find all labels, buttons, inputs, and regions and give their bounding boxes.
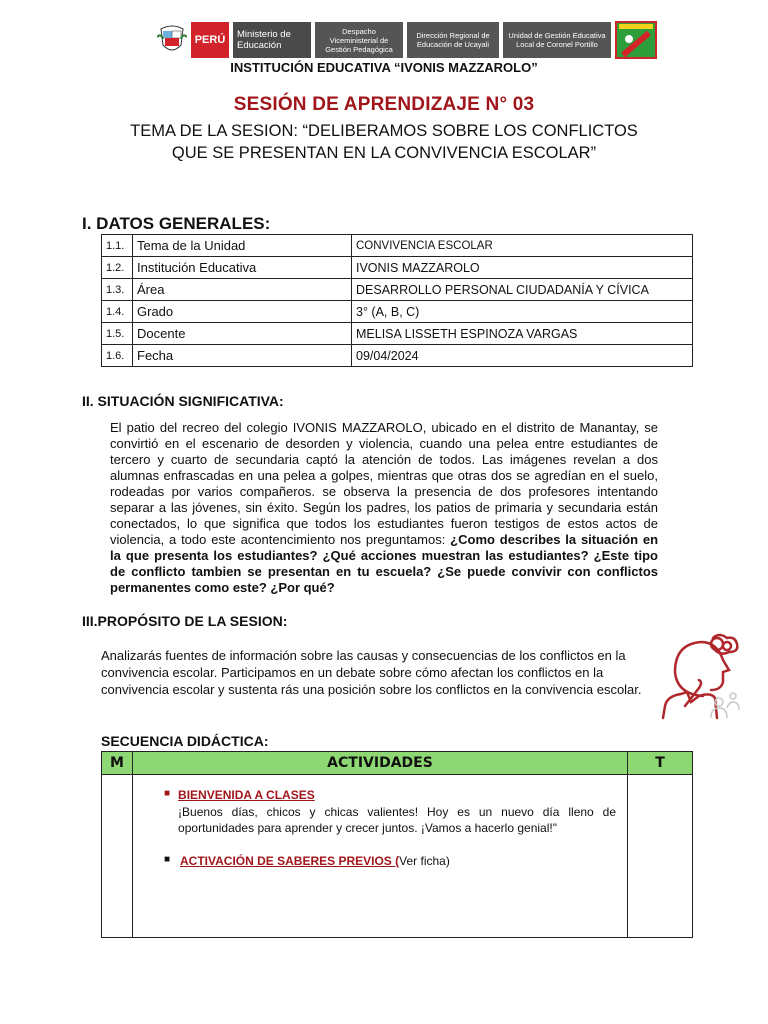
topic-line-2: QUE SE PRESENTAN EN LA CONVIVENCIA ESCOLAR”: [171, 144, 597, 162]
proposito-heading: III.PROPÓSITO DE LA SESION:: [82, 613, 288, 629]
table-row: [102, 301, 693, 323]
t-cell: [628, 775, 693, 938]
activities-cell: [133, 775, 628, 938]
ugel-logo: Unidad de Gestión Educativa Local de Coronel Portillo: [503, 22, 611, 58]
proposito-text: Analizarás fuentes de información sobre las causas y consecuencias de los conflictos en la convivencia escolar. Participamos en un debate sobre cómo afectan los conflictos en la convivencia escolar y sustenta rás una posición sobre los conflictos en la convivencia escolar.: [101, 648, 642, 697]
table-row: [102, 345, 693, 367]
row-label: Fecha: [133, 345, 352, 367]
coat-of-arms-icon: [157, 23, 187, 57]
row-value: 09/04/2024: [352, 345, 693, 367]
row-number: 1.4.: [102, 301, 133, 323]
session-title: SESIÓN DE APRENDIZAJE N° 03: [233, 94, 535, 115]
row-number: 1.6.: [102, 345, 133, 367]
row-label: Área: [133, 279, 352, 301]
row-value: MELISA LISSETH ESPINOZA VARGAS: [352, 323, 693, 345]
list-item: [164, 788, 616, 836]
activacion-note: Ver ficha): [399, 854, 450, 868]
thinking-person-icon: [655, 632, 745, 722]
peru-logo: PERÚ: [191, 22, 229, 58]
table-row: [102, 235, 693, 257]
activacion-title: ACTIVACIÓN DE SABERES PREVIOS (: [180, 854, 400, 868]
row-value: CONVIVENCIA ESCOLAR: [352, 235, 693, 257]
row-number: 1.5.: [102, 323, 133, 345]
table-row: [102, 323, 693, 345]
institution-name: INSTITUCIÓN EDUCATIVA “IVONIS MAZZAROLO”: [230, 60, 538, 75]
col-t-header: T: [628, 752, 693, 775]
row-value: 3° (A, B, C): [352, 301, 693, 323]
row-label: Institución Educativa: [133, 257, 352, 279]
ministerio-logo: Ministerio de Educación: [233, 22, 311, 58]
row-number: 1.3.: [102, 279, 133, 301]
secuencia-table: [101, 751, 693, 938]
row-number: 1.1.: [102, 235, 133, 257]
situacion-heading: II. SITUACIÓN SIGNIFICATIVA:: [82, 393, 284, 409]
datos-heading: I. DATOS GENERALES:: [82, 214, 271, 233]
despacho-logo: Despacho Viceministerial de Gestión Pedagógica: [315, 22, 403, 58]
row-label: Tema de la Unidad: [133, 235, 352, 257]
situacion-questions: ¿Como describes la situación en la que presenta los estudiantes? ¿Qué acciones muestran las estudiantes? ¿Este tipo de conflicto tambien se presentan en tu escuela? ¿Se puede convivir con conflictos permanentes como este? ¿Por qué?: [110, 532, 659, 595]
header-logos: [157, 20, 702, 60]
direccion-logo: Dirección Regional de Educación de Ucayali: [407, 22, 499, 58]
secuencia-heading: SECUENCIA DIDÁCTICA:: [101, 733, 269, 749]
m-cell: [102, 775, 133, 938]
col-m-header: M: [102, 752, 133, 775]
session-topic: [0, 120, 768, 164]
topic-line-1: TEMA DE LA SESION: “DELIBERAMOS SOBRE LOS CONFLICTOS: [130, 122, 638, 140]
row-number: 1.2.: [102, 257, 133, 279]
square-bullet-icon: ■: [164, 788, 171, 799]
bienvenida-text: ¡Buenos días, chicos y chicas valientes! Hoy es un nuevo día lleno de oportunidades para aprender y crecer juntos. ¡Vamos a hacerlo genial!": [178, 805, 616, 835]
school-emblem-icon: [615, 21, 657, 59]
row-value: DESARROLLO PERSONAL CIUDADANÍA Y CÍVICA: [352, 279, 693, 301]
table-header-row: [102, 752, 693, 775]
table-row: [102, 279, 693, 301]
table-row: [102, 257, 693, 279]
list-item: [164, 854, 616, 868]
bienvenida-title: BIENVENIDA A CLASES: [178, 788, 315, 802]
situacion-text: [110, 420, 658, 596]
square-bullet-icon: ■: [164, 854, 171, 865]
datos-table: [101, 234, 693, 367]
row-label: Grado: [133, 301, 352, 323]
table-row: [102, 775, 693, 938]
col-activities-header: ACTIVIDADES: [133, 752, 628, 775]
situacion-paragraph: El patio del recreo del colegio IVONIS MAZZAROLO, ubicado en el distrito de Manantay, se convirtió en el escenario de desorden y violencia, cuando una pelea entre estudiantes de tercero y cuarto de secundaria captó la atención de todos. Las imágenes revelan a dos alumnas enfrascadas en una pelea a golpes, mientras que otras dos se agredían en el suelo, rodeadas por varios compañeros. se observa la presencia de dos profesores intentando separar a las jóvenes, sin éxito. Según los padres, los patios de primaria y secundaria están conectados, lo que significa que todos los estudiantes fueron testigos de estos actos de violencia, a todo este acontencimiento nos preguntamos:: [110, 420, 658, 547]
row-label: Docente: [133, 323, 352, 345]
row-value: IVONIS MAZZAROLO: [352, 257, 693, 279]
